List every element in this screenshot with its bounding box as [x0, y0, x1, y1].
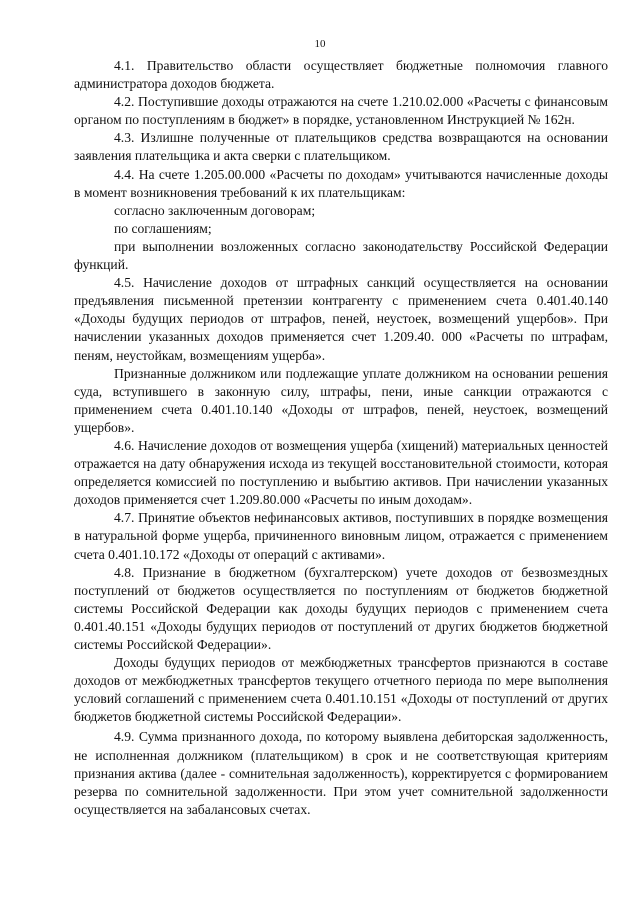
paragraph-4-6: 4.6. Начисление доходов от возмещения ущерба (хищений) материальных ценностей отражается на дату обнаружения исхода из текущей восстановительной стоимости, которая определяется комиссией по поступлению и выбытию активов. При начислении указанных доходов применяется счет 1.209.80.000 «Расчеты по иным доходам». — [74, 437, 608, 508]
paragraph-4-3: 4.3. Излишне полученные от плательщиков средства возвращаются на основании заявления плательщика и акта сверки с плательщиком. — [74, 130, 608, 164]
paragraph-4-2: 4.2. Поступившие доходы отражаются на счете 1.210.02.000 «Расчеты с финансовым органом по поступлениям в бюджет» в порядке, установленном Инструкцией № 162н. — [74, 94, 608, 128]
paragraph-4-1: 4.1. Правительство области осуществляет бюджетные полномочия главного администратора доходов бюджета. — [74, 58, 608, 92]
document-body — [74, 57, 608, 819]
list-item-agreements: по соглашениям; — [114, 220, 212, 236]
paragraph-4-8: 4.8. Признание в бюджетном (бухгалтерском) учете доходов от безвозмездных поступлений от бюджетов осуществляется по поступлениям от бюджетов бюджетной системы Российской Федерации как доходы будущих периодов с применением счета 0.401.40.151 «Доходы будущих периодов от поступлений от других бюджетов бюджетной системы Российской Федерации». — [74, 564, 608, 652]
list-item-contracts: согласно заключенным договорам; — [114, 202, 316, 218]
paragraph-4-5: 4.5. Начисление доходов от штрафных санкций осуществляется на основании предъявления письменной претензии контрагенту с применением счета 0.401.40.140 «Доходы будущих периодов от штрафов, пеней, неустоек, возмещений ущербов». При начислении указанных доходов применяется счет 1.209.40. 000 «Расчеты по штрафам, пеням, неустойкам, возмещениям ущерба». — [74, 275, 608, 363]
page-number: 10 — [314, 38, 326, 50]
paragraph-4-8-transfers: Доходы будущих периодов от межбюджетных трансфертов признаются в составе доходов от межбюджетных трансфертов текущего отчетного периода по мере выполнения условий соглашений с применением счета 0.401.10.151 «Доходы от поступлений от других бюджетов бюджетной системы Российской Федерации». — [74, 655, 608, 725]
paragraph-4-9: 4.9. Сумма признанного дохода, по которому выявлена дебиторская задолженность, не исполненная должником (плательщиком) в срок и не соответствующая критериям признания актива (далее - сомнительная задолженность), корректируется с формированием резерва по сомнительной задолженности. При этом учет сомнительной задолженности осуществляется на забалансовых счетах. — [74, 729, 608, 817]
paragraph-4-7: 4.7. Принятие объектов нефинансовых активов, поступивших в порядке возмещения в натуральной форме ущерба, причиненного виновным лицом, отражается с применением счета 0.401.10.172 «Доходы от операций с активами». — [74, 510, 608, 562]
list-item-functions: при выполнении возложенных согласно законодательству Российской Федерации функций. — [74, 238, 608, 273]
paragraph-4-5-recognized: Признанные должником или подлежащие уплате должником на основании решения суда, вступившего в законную силу, штрафы, пени, иные санкции отражаются с применением счета 0.401.10.140 «Доходы от штрафов, пеней, неустоек, возмещений ущербов». — [74, 365, 608, 435]
paragraph-4-4: 4.4. На счете 1.205.00.000 «Расчеты по доходам» учитываются начисленные доходы в момент возникновения требований к их плательщикам: — [74, 166, 608, 200]
